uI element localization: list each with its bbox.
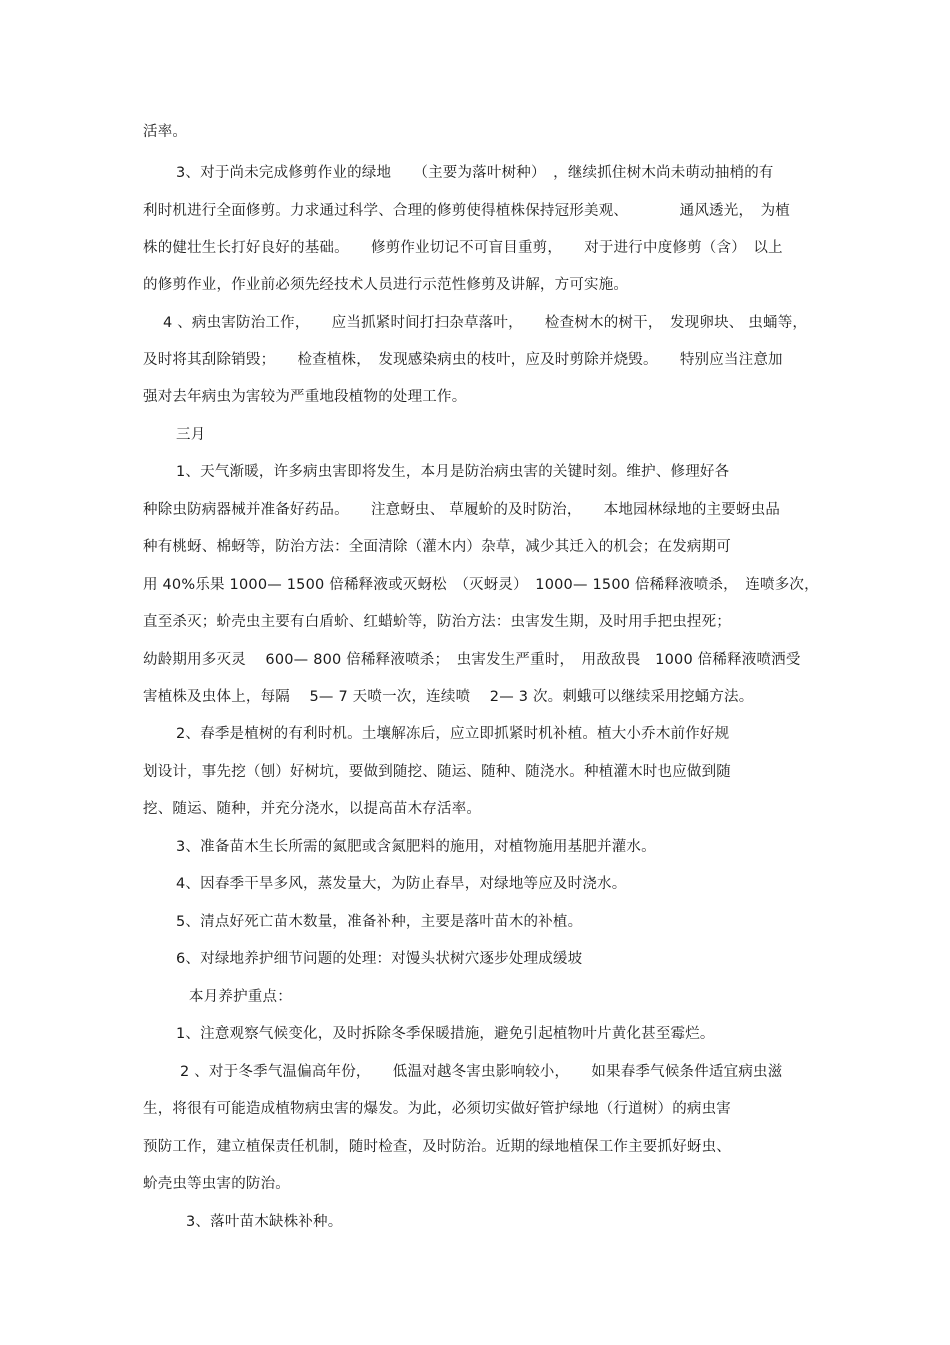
text-line: 用 40%乐果 1000— 1500 倍稀释液或灭蚜松 （灭蚜灵） 1000— 1500 倍稀释液喷杀， 连喷多次， — [143, 577, 819, 593]
text-line: 株的健壮生长打好良好的基础。 修剪作业切记不可盲目重剪， 对于进行中度修剪（含） 以上 — [143, 240, 783, 256]
text-line: 2、春季是植树的有利时机。土壤解冻后，应立即抓紧时机补植。植大小乔木前作好规 — [176, 726, 730, 742]
text-line: 3、对于尚未完成修剪作业的绿地 （主要为落叶树种） ，继续抓住树木尚未萌动抽梢的有 — [176, 165, 774, 181]
text-line: 3、准备苗木生长所需的氮肥或含氮肥料的施用，对植物施用基肥并灌水。 — [176, 839, 656, 855]
text-line: 利时机进行全面修剪。力求通过科学、合理的修剪使得植株保持冠形美观、 通风透光， 为植 — [143, 203, 790, 219]
text-line: 生，将很有可能造成植物病虫害的爆发。为此，必须切实做好管护绿地（行道树）的病虫害 — [143, 1101, 731, 1117]
text-line: 害植株及虫体上，每隔 5— 7 天喷一次，连续喷 2— 3 次。刺蛾可以继续采用挖蛹方法。 — [143, 689, 754, 705]
text-line: 划设计，事先挖（刨）好树坑，要做到随挖、随运、随种、随浇水。种植灌木时也应做到随 — [143, 764, 731, 780]
text-line: 1、天气渐暖，许多病虫害即将发生，本月是防治病虫害的关键时刻。维护、修理好各 — [176, 464, 730, 480]
text-line: 种除虫防病器械并准备好药品。 注意蚜虫、 草履蚧的及时防治， 本地园林绿地的主要蚜虫品 — [143, 502, 781, 518]
text-line: 3、落叶苗木缺株补种。 — [186, 1214, 343, 1230]
text-line: 及时将其刮除销毁； 检查植株， 发现感染病虫的枝叶，应及时剪除并烧毁。 特别应当注意加 — [143, 352, 783, 368]
text-line: 强对去年病虫为害较为严重地段植物的处理工作。 — [143, 389, 467, 405]
text-line: 蚧壳虫等虫害的防治。 — [143, 1176, 290, 1192]
text-line: 1、注意观察气候变化，及时拆除冬季保暖措施，避免引起植物叶片黄化甚至霉烂。 — [176, 1026, 715, 1042]
text-line: 4 、病虫害防治工作， 应当抓紧时间打扫杂草落叶， 检查树木的树干， 发现卵块、 虫蛹等， — [163, 315, 808, 331]
text-line: 6、对绿地养护细节问题的处理：对馒头状树穴逐步处理成缓坡 — [176, 951, 583, 967]
text-line: 活率。 — [143, 124, 188, 140]
text-line: 预防工作，建立植保责任机制，随时检查，及时防治。近期的绿地植保工作主要抓好蚜虫、 — [143, 1139, 731, 1155]
text-line: 种有桃蚜、棉蚜等，防治方法：全面清除（灌木内）杂草，减少其迁入的机会；在发病期可 — [143, 539, 731, 555]
text-line: 直至杀灭；蚧壳虫主要有白盾蚧、红蜡蚧等，防治方法：虫害发生期，及时用手把虫捏死； — [143, 614, 731, 630]
text-line: 4、因春季干旱多风，蒸发量大，为防止春旱，对绿地等应及时浇水。 — [176, 876, 627, 892]
text-line: 挖、随运、随种，并充分浇水，以提高苗木存活率。 — [143, 801, 482, 817]
section-heading: 本月养护重点： — [189, 989, 292, 1005]
text-line: 幼龄期用多灭灵 600— 800 倍稀释液喷杀； 虫害发生严重时， 用敌敌畏 1000 倍稀释液喷洒受 — [143, 652, 801, 668]
text-line: 5、清点好死亡苗木数量，准备补种，主要是落叶苗木的补植。 — [176, 914, 583, 930]
section-heading: 三月 — [176, 427, 206, 443]
text-line: 的修剪作业，作业前必须先经技术人员进行示范性修剪及讲解，方可实施。 — [143, 277, 629, 293]
text-line: 2 、对于冬季气温偏高年份， 低温对越冬害虫影响较小， 如果春季气候条件适宜病虫滋 — [180, 1064, 783, 1080]
